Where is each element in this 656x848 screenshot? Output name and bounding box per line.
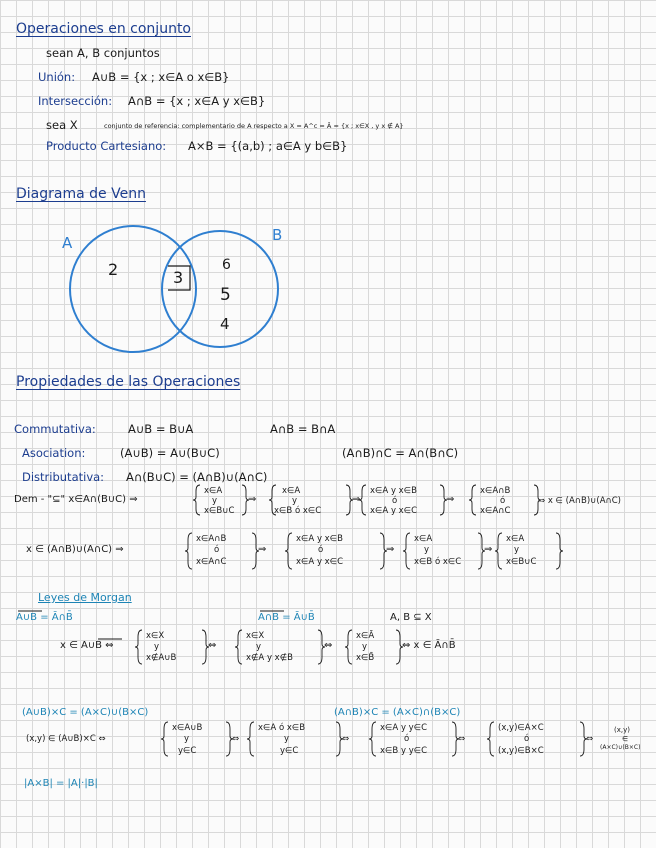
venn-b-value: 4 bbox=[220, 315, 230, 333]
intersection-definition: A∩B = {x ; x∈A y x∈B} bbox=[128, 94, 266, 108]
dem-brace-line: x∈A∩B bbox=[480, 486, 511, 496]
union-definition: A∪B = {x ; x∈A o x∈B} bbox=[92, 70, 230, 84]
rev-brace-line: x∈A∩C bbox=[196, 557, 227, 567]
cartesian-brace-line: y bbox=[284, 734, 290, 744]
dem-brace-line: y bbox=[292, 496, 298, 506]
venn-both: 3 bbox=[173, 268, 184, 287]
morgan-conclusion: ⇔ x ∈ Ā∩B̄ bbox=[402, 640, 456, 651]
complement-lead: sea X bbox=[46, 118, 78, 132]
cartesian-brace-line: (x,y)∈B×C bbox=[498, 746, 544, 756]
venn-b-value: 5 bbox=[220, 285, 231, 305]
rev-brace-line: y bbox=[424, 545, 430, 555]
morgan-brace-line: x∉A y x∉B bbox=[246, 653, 293, 663]
venn-b-value: 6 bbox=[222, 257, 231, 273]
rev-brace-line: ó bbox=[318, 545, 324, 555]
rev-brace-line: x∈A∩B bbox=[196, 534, 227, 544]
morgan-brace-line: x∈X bbox=[146, 631, 165, 641]
cartesian-brace-line: y bbox=[184, 734, 190, 744]
dem-brace-line: x∈A y x∈B bbox=[370, 486, 417, 496]
cartesian-end-line: (x,y) bbox=[614, 726, 630, 734]
dem-lead: Dem - "⊆" x∈A∩(B∪C) ⇒ bbox=[14, 494, 138, 505]
iff-arrow: ⇒ bbox=[484, 544, 493, 555]
section-title-propiedades: Propiedades de las Operaciones bbox=[16, 374, 241, 390]
union-label: Unión: bbox=[38, 70, 76, 84]
dem-brace-line: x∈B∪C bbox=[204, 506, 235, 516]
distributive-formula: A∩(B∪C) = (A∩B)∪(A∩C) bbox=[126, 470, 268, 484]
cartesian-brace-line: y∈C bbox=[280, 746, 299, 756]
dem-brace-line: x∈A bbox=[204, 486, 223, 496]
rev-brace-line: x∈A y x∈C bbox=[296, 557, 344, 567]
associative-label: Asociation: bbox=[22, 446, 86, 460]
iff-arrow: ⇒ bbox=[352, 494, 361, 505]
cartesian-end-line: (A×C)∪(B×C) bbox=[600, 744, 641, 751]
cartesian-brace-line: x∈A y y∈C bbox=[380, 723, 428, 733]
rev-brace-line: x∈A y x∈B bbox=[296, 534, 343, 544]
associative-intersection: (A∩B)∩C = A∩(B∩C) bbox=[342, 446, 459, 460]
cartesian-end-line: ∈ bbox=[622, 735, 629, 743]
morgan-brace-line: y bbox=[362, 642, 368, 652]
cartesian-label: Producto Cartesiano: bbox=[46, 139, 167, 153]
venn-label-b: B bbox=[272, 226, 283, 244]
dem-conclusion: ⇒ x ∈ (A∩B)∪(A∩C) bbox=[538, 496, 621, 506]
reverse-lead: x ∈ (A∩B)∪(A∩C) ⇒ bbox=[26, 544, 124, 555]
morgan-brace-line: x∈Ā bbox=[356, 631, 375, 641]
morgan-brace-line: x∈X bbox=[246, 631, 265, 641]
venn-label-a: A bbox=[62, 234, 73, 252]
commutative-union: A∪B = B∪A bbox=[128, 422, 194, 436]
dem-brace-line: ó bbox=[500, 496, 506, 506]
cartesian-cardinality: |A×B| = |A|·|B| bbox=[24, 778, 98, 789]
morgan-law-1: A∪B = Ā∩B̄ bbox=[16, 612, 73, 623]
dem-brace-line: x∈A bbox=[282, 486, 301, 496]
iff-arrow: ⇔ bbox=[208, 640, 217, 651]
iff-arrow: ⇔ bbox=[586, 734, 594, 744]
cartesian-brace-line: x∈A∪B bbox=[172, 723, 203, 733]
rev-brace-line: y bbox=[514, 545, 520, 555]
morgan-subset: A, B ⊆ X bbox=[390, 612, 432, 623]
iff-arrow: ⇔ bbox=[232, 734, 240, 744]
associative-union: (A∪B) = A∪(B∪C) bbox=[120, 446, 220, 460]
iff-arrow: ⇒ bbox=[248, 494, 257, 505]
dem-brace-line: x∈B ó x∈C bbox=[274, 506, 322, 516]
dem-brace-line: y bbox=[212, 496, 218, 506]
venn-only-a: 2 bbox=[108, 260, 119, 279]
commutative-label: Commutativa: bbox=[14, 422, 96, 436]
morgan-brace-line: x∈B̄ bbox=[356, 653, 375, 663]
rev-brace-line: ó bbox=[214, 545, 220, 555]
morgan-lead: x ∈ A∪B ⇔ bbox=[60, 640, 114, 651]
cartesian-lead: (x,y) ∈ (A∪B)×C ⇔ bbox=[26, 734, 106, 744]
commutative-intersection: A∩B = B∩A bbox=[270, 422, 336, 436]
iff-arrow: ⇒ bbox=[258, 544, 267, 555]
cartesian-brace-line: x∈B y y∈C bbox=[380, 746, 428, 756]
rev-brace-line: x∈B∪C bbox=[506, 557, 537, 567]
intersection-label: Intersección: bbox=[38, 94, 113, 108]
iff-arrow: ⇒ bbox=[446, 494, 455, 505]
cartesian-brace-line: y∈C bbox=[178, 746, 197, 756]
morgan-title: Leyes de Morgan bbox=[38, 591, 132, 604]
cartesian-brace-line: ó bbox=[404, 734, 410, 744]
iff-arrow: ⇔ bbox=[458, 734, 466, 744]
cartesian-brace-line: (x,y)∈A×C bbox=[498, 723, 544, 733]
iff-arrow: ⇔ bbox=[324, 640, 333, 651]
cartesian-brace-line: ó bbox=[524, 734, 530, 744]
iff-arrow: ⇔ bbox=[342, 734, 350, 744]
dem-brace-line: ó bbox=[392, 496, 398, 506]
section-title-venn: Diagrama de Venn bbox=[16, 186, 146, 202]
rev-brace-line: x∈A bbox=[506, 534, 525, 544]
dem-brace-line: x∈A y x∈C bbox=[370, 506, 418, 516]
section-title-operaciones: Operaciones en conjunto bbox=[16, 21, 191, 37]
morgan-brace-line: x∉A∪B bbox=[146, 653, 177, 663]
complement-definition: conjunto de referencia: complementario de A respecto a X = A^c = Ā = {x ; x∈X , y x ∉ A} bbox=[104, 122, 404, 130]
cartesian-law-1: (A∪B)×C = (A×C)∪(B×C) bbox=[22, 707, 149, 718]
iff-arrow: ⇒ bbox=[386, 544, 395, 555]
sets-intro: sean A, B conjuntos bbox=[46, 46, 160, 60]
morgan-brace-line: y bbox=[154, 642, 160, 652]
dem-brace-line: x∈A∩C bbox=[480, 506, 511, 516]
morgan-law-2: A∩B = Ā∪B̄ bbox=[258, 612, 315, 623]
cartesian-brace-line: x∈A ó x∈B bbox=[258, 723, 306, 733]
rev-brace-line: x∈B ó x∈C bbox=[414, 557, 462, 567]
cartesian-law-2: (A∩B)×C = (A×C)∩(B×C) bbox=[334, 707, 461, 718]
distributive-label: Distributativa: bbox=[22, 470, 105, 484]
morgan-brace-line: y bbox=[256, 642, 262, 652]
rev-brace-line: x∈A bbox=[414, 534, 433, 544]
cartesian-definition: A×B = {(a,b) ; a∈A y b∈B} bbox=[188, 139, 348, 153]
